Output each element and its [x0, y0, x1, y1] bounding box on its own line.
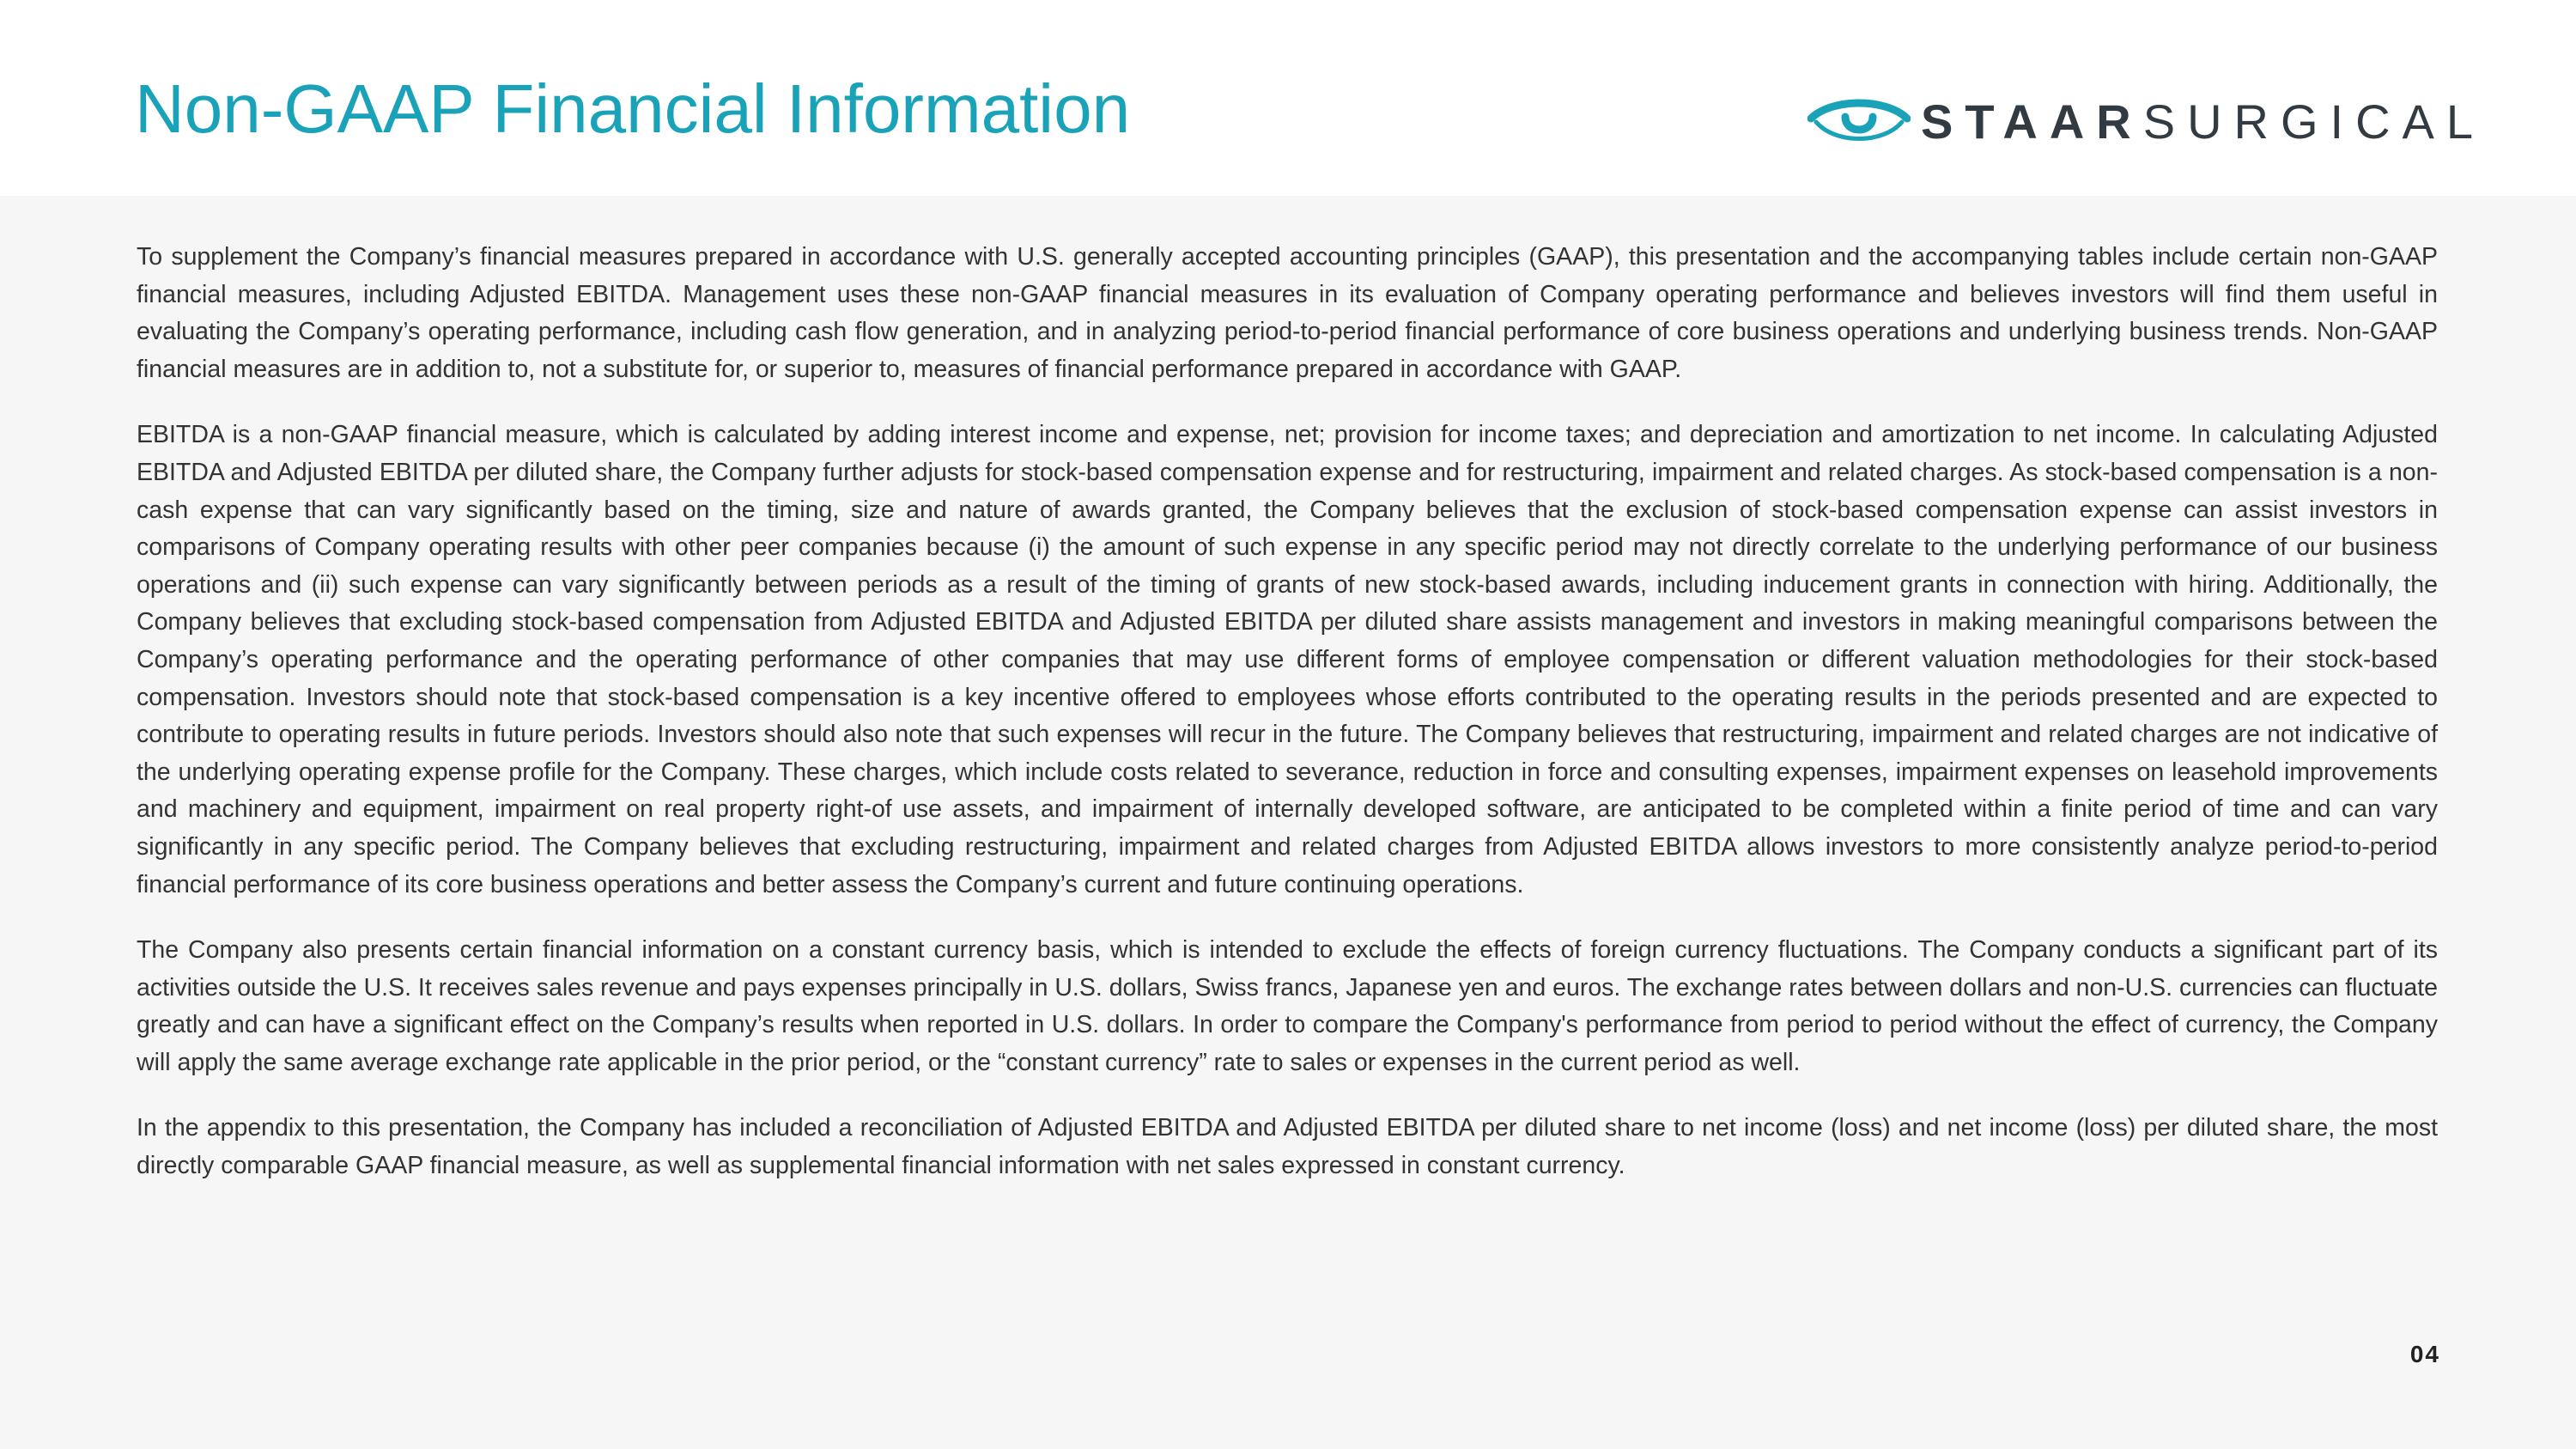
paragraph-appendix-reconciliation: In the appendix to this presentation, the Company has included a reconciliation of Adjusted EBITDA and Adjusted EBITDA per diluted share to net income (loss) and net income (loss) per diluted share, the most directly comparable GAAP financial measure, as well as supplemental financial information with net sales expressed in constant currency.: [137, 1114, 2438, 1180]
slide-body: [0, 196, 2576, 1449]
company-logo: [1807, 88, 2485, 156]
slide-header: [0, 0, 2576, 196]
paragraph-non-gaap-intro: To supplement the Company’s financial measures prepared in accordance with U.S. generally accepted accounting principles (GAAP), this presentation and the accompanying tables include certain non-GAAP financial measures, including Adjusted EBITDA. Management uses these non-GAAP financial measures in its evaluation of Company operating performance and believes investors will find them useful in evaluating the Company’s operating performance, including cash flow generation, and in analyzing period-to-period financial performance of core business operations and underlying business trends. Non-GAAP financial measures are in addition to, not a substitute for, or superior to, measures of financial performance prepared in accordance with GAAP.: [137, 243, 2438, 383]
paragraph-constant-currency: The Company also presents certain financial information on a constant currency basis, which is intended to exclude the effects of foreign currency fluctuations. The Company conducts a significant part of its activities outside the U.S. It receives sales revenue and pays expenses principally in U.S. dollars, Swiss francs, Japanese yen and euros. The exchange rates between dollars and non-U.S. currencies can fluctuate greatly and can have a significant effect on the Company’s results when reported in U.S. dollars. In order to compare the Company's performance from period to period without the effect of currency, the Company will apply the same average exchange rate applicable in the prior period, or the “constant currency” rate to sales or expenses in the current period as well.: [137, 936, 2438, 1076]
logo-text-bold: STAAR: [1921, 94, 2143, 149]
logo-wordmark: [1921, 88, 2485, 156]
page-title: Non-GAAP Financial Information: [135, 70, 1131, 147]
eye-icon: [1807, 88, 1911, 156]
body-text: [137, 239, 2438, 1214]
logo-text-light: SURGICAL: [2142, 94, 2486, 149]
page-number: 04: [2409, 1341, 2440, 1367]
paragraph-ebitda-definition: EBITDA is a non-GAAP financial measure, which is calculated by adding interest income and expense, net; provision for income taxes; and depreciation and amortization to net income. In calculating Adjusted EBITDA and Adjusted EBITDA per diluted share, the Company further adjusts for stock-based compensation expense and for restructuring, impairment and related charges. As stock-based compensation is a non-cash expense that can vary significantly based on the timing, size and nature of awards granted, the Company believes that the exclusion of stock-based compensation expense can assist investors in comparisons of Company operating results with other peer companies because (i) the amount of such expense in any specific period may not directly correlate to the underlying performance of our business operations and (ii) such expense can vary significantly between periods as a result of the timing of grants of new stock-based awards, including inducement grants in connection with hiring. Additionally, the Company believes that excluding stock-based compensation from Adjusted EBITDA and Adjusted EBITDA per diluted share assists management and investors in making meaningful comparisons between the Company’s operating performance and the operating performance of other companies that may use different forms of employee compensation or different valuation methodologies for their stock-based compensation. Investors should note that stock-based compensation is a key incentive offered to employees whose efforts contributed to the operating results in the periods presented and are expected to contribute to operating results in future periods. Investors should also note that such expenses will recur in the future. The Company believes that restructuring, impairment and related charges are not indicative of the underlying operating expense profile for the Company. These charges, which include costs related to severance, reduction in force and consulting expenses, impairment expenses on leasehold improvements and machinery and equipment, impairment on real property right-of use assets, and impairment of internally developed software, are anticipated to be completed within a finite period of time and can vary significantly in any specific period. The Company believes that excluding restructuring, impairment and related charges from Adjusted EBITDA allows investors to more consistently analyze period-to-period financial performance of its core business operations and better assess the Company’s current and future continuing operations.: [137, 421, 2438, 898]
